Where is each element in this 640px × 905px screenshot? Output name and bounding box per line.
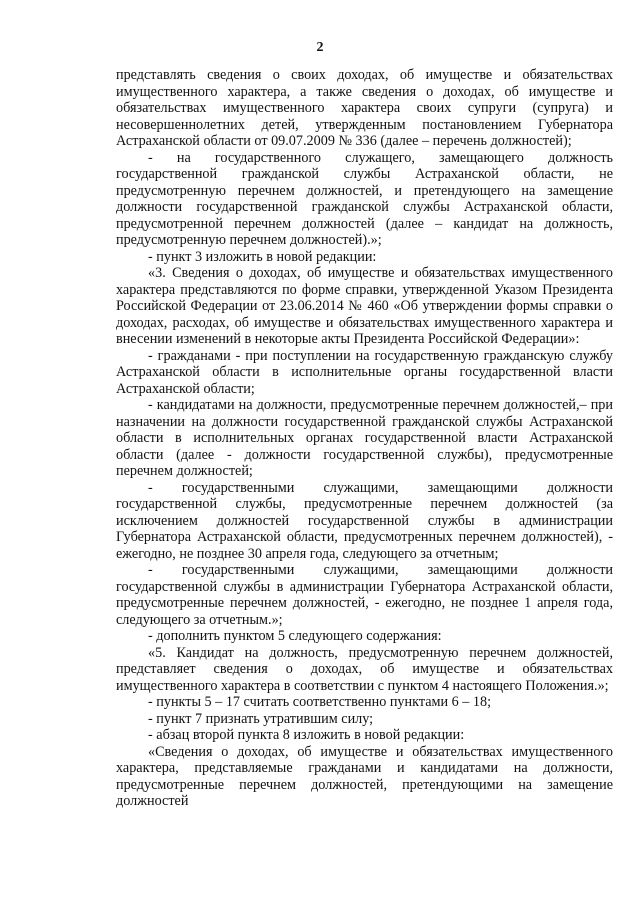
- paragraph: - государственными служащими, замещающими должности государственной службы в администрации Губернатора Астраханской области, предусмотренные перечнем должностей, - ежегодно, не позднее 1 апреля года, следующего за отчетным.»;: [116, 562, 613, 628]
- paragraph: - гражданами - при поступлении на государственную гражданскую службу Астраханской области в исполнительные органы государственной власти Астраханской области;: [116, 347, 613, 397]
- paragraph: «3. Сведения о доходах, об имуществе и обязательствах имущественного характера представляются по форме справки, утвержденной Указом Президента Российской Федерации от 23.06.2014 № 460 «Об утверждении формы справки о доходах, расходах, об имуществе и обязательствах имущественного характера и внесении изменений в некоторые акты Президента Российской Федерации»:: [116, 265, 613, 347]
- paragraph: - государственными служащими, замещающими должности государственной службы, предусмотренные перечнем должностей (за исключением должностей государственной службы в администрации Губернатора Астраханской области, предусмотренных перечнем должностей), - ежегодно, не позднее 30 апреля года, следующего за отчетным;: [116, 479, 613, 562]
- paragraph: «5. Кандидат на должность, предусмотренную перечнем должностей, представляет сведения о доходах, об имуществе и обязательствах имущественного характера в соответствии с пунктом 4 настоящего Положения.»;: [116, 644, 613, 694]
- paragraph: - кандидатами на должности, предусмотренные перечнем должностей,– при назначении на должности государственной гражданской службы Астраханской области в исполнительных органах государственной власти Астраханской области (далее - должности государственной службы), предусмотренные перечнем должностей;: [116, 397, 613, 479]
- page-number: 2: [316, 40, 324, 55]
- document-body: [116, 67, 613, 810]
- paragraph: - абзац второй пункта 8 изложить в новой редакции:: [148, 727, 465, 743]
- paragraph: - пункты 5 – 17 считать соответственно пунктами 6 – 18;: [148, 694, 492, 710]
- paragraph: - на государственного служащего, замещающего должность государственной гражданской службы Астраханской области, не предусмотренную перечнем должностей, и претендующего на замещение должности государственной гражданской службы Астраханской области, предусмотренной перечнем должностей (далее – кандидат на должность, предусмотренную перечнем должностей).»;: [116, 149, 613, 248]
- paragraph: - пункт 7 признать утратившим силу;: [148, 710, 374, 727]
- paragraph: - дополнить пунктом 5 следующего содержания:: [148, 628, 442, 644]
- paragraph: - пункт 3 изложить в новой редакции:: [148, 248, 377, 265]
- paragraph: представлять сведения о своих доходах, об имуществе и обязательствах имущественного характера, а также сведения о доходах, об имуществе и обязательствах имущественного характера своих супруги (супруга) и несовершеннолетних детей, утвержденным постановлением Губернатора Астраханской области от 09.07.2009 № 336 (далее – перечень должностей);: [116, 67, 613, 149]
- paragraph: «Сведения о доходах, об имуществе и обязательствах имущественного характера, представляемые гражданами и кандидатами на должности, предусмотренные перечнем должностей, претендующими на замещение должностей: [116, 743, 613, 809]
